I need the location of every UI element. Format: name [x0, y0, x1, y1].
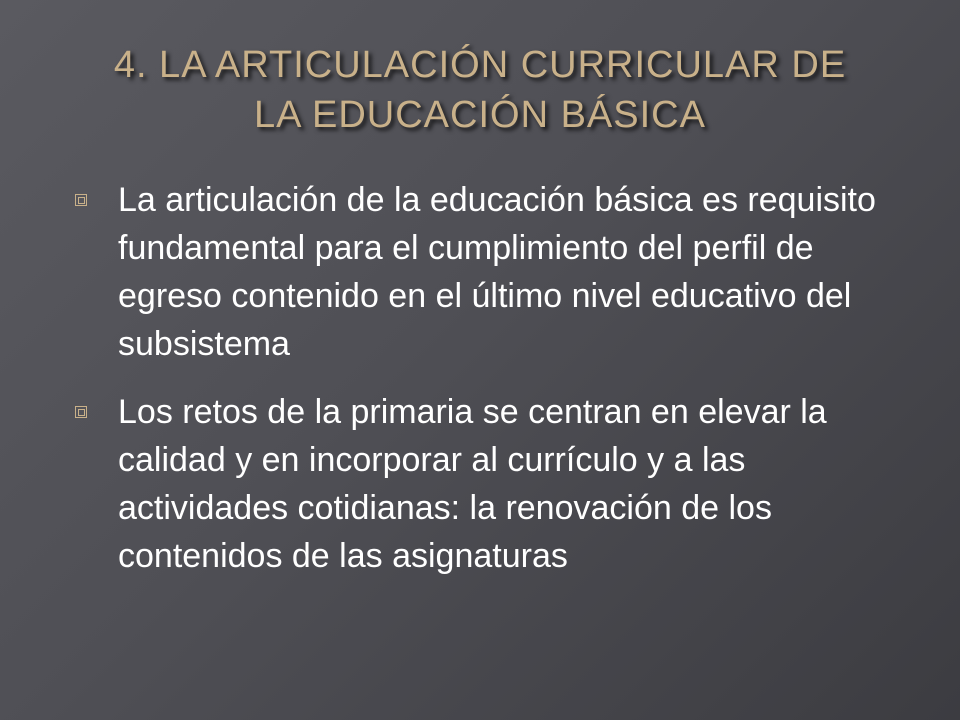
- bullet-item: [75, 388, 915, 580]
- square-bullet-icon: [75, 194, 87, 206]
- slide-title: 4. LA ARTICULACIÓN CURRICULAR DE LA EDUCACIÓN BÁSICA: [113, 44, 847, 136]
- square-bullet-icon: [75, 406, 87, 418]
- bullet-item: [75, 176, 915, 368]
- slide-content: [75, 176, 915, 600]
- bullet-text: La articulación de la educación básica es requisito fundamental para el cumplimiento del perfil de egreso contenido en el último nivel educativo del subsistema: [118, 181, 876, 363]
- bullet-text: Los retos de la primaria se centran en elevar la calidad y en incorporar al currículo y a las actividades cotidianas: la renovación de los contenidos de las asignaturas: [118, 393, 827, 575]
